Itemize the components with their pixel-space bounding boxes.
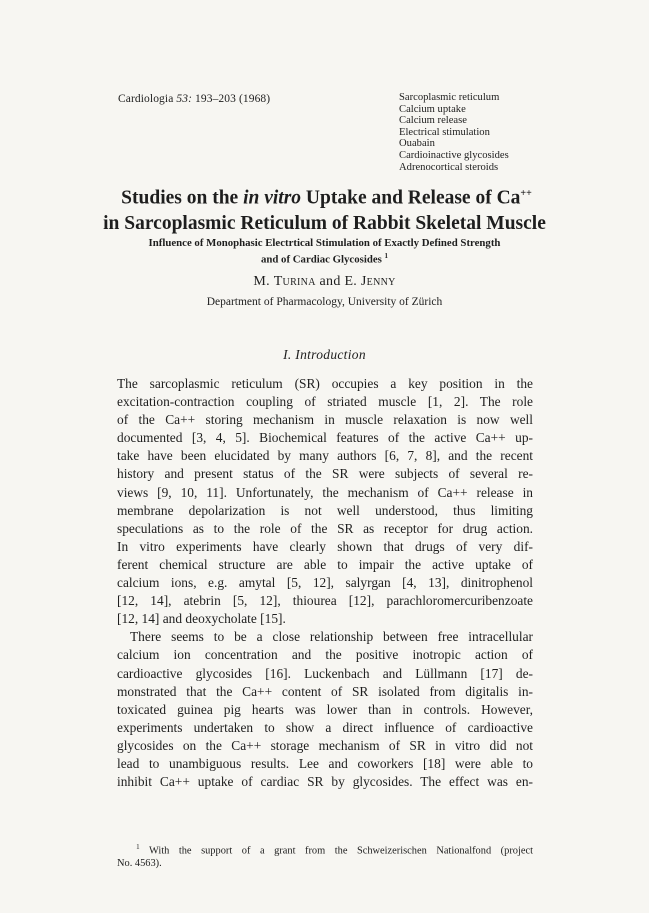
title-italic: in vitro	[243, 187, 302, 209]
footnote-line	[117, 841, 533, 857]
author-conjunction: and E.	[315, 274, 361, 289]
text-line: history and present status of the SR were subjects of several re-	[117, 466, 533, 482]
title-superscript: ++	[520, 188, 532, 199]
paper-title	[0, 181, 649, 236]
keyword-list	[399, 92, 509, 173]
author-initial: M.	[253, 274, 274, 289]
title-line-1	[0, 181, 649, 211]
title-text: Studies on the	[121, 187, 244, 209]
text-line: glycosides on the Ca++ storage mechanism of SR in vitro did not	[117, 737, 533, 753]
text-line: excitation-contraction coupling of striated muscle [1, 2]. The role	[117, 394, 533, 410]
text-line: lead to unambiguous results. Lee and coworkers [18] were able to	[117, 755, 533, 771]
text-line: documented [3, 4, 5]. Biochemical features of the active Ca++ up-	[117, 430, 533, 446]
author-name: Jenny	[360, 274, 396, 289]
text-line: The sarcoplasmic reticulum (SR) occupies a key position in the	[117, 376, 533, 391]
subtitle-text: and of Cardiac Glycosides	[260, 253, 382, 266]
text-line: [12, 14], atebrin [5, 12], thiourea [12], parachloromercuribenzoate	[117, 593, 533, 609]
text-line: [12, 14] and deoxycholate [15].	[117, 611, 286, 627]
text-line: cardioactive glycosides [16]. Luckenbach and Lüllmann [17] de-	[117, 665, 533, 681]
text-line: monstrated that the Ca++ content of SR isolated from digitalis in-	[117, 683, 533, 699]
journal-citation	[118, 93, 270, 105]
keyword-item: Adrenocortical steroids	[399, 161, 499, 173]
author-affiliation: Department of Pharmacology, University of Zürich	[206, 296, 443, 308]
text-line: take have been elucidated by many authors [6, 7, 8], and the recent	[117, 448, 533, 464]
journal-name: Cardiologia	[118, 93, 174, 105]
section-heading: I. Introduction	[283, 347, 366, 362]
text-line: inhibit Ca++ uptake of cardiac SR by glycosides. The effect was en-	[117, 774, 533, 790]
text-line: membrane depolarization is not well understood, thus limiting	[117, 502, 533, 518]
text-line: of the Ca++ storing mechanism in muscle relaxation is now well	[117, 412, 533, 428]
footnote-line: No. 4563).	[117, 858, 162, 870]
text-line: In vitro experiments have clearly shown that drugs of very dif-	[117, 538, 533, 554]
text-line: views [9, 10, 11]. Unfortunately, the mechanism of Ca++ release in	[117, 484, 533, 500]
text-line: speculations as to the role of the SR as receptor for drug action.	[117, 520, 533, 536]
title-text: Uptake and Release of Ca	[301, 187, 521, 209]
footnote-text: With the support of a grant from the Schweizerischen Nationalfond (project	[148, 845, 533, 857]
body-text	[117, 375, 533, 791]
keyword-item: Ouabain	[399, 138, 435, 150]
title-line-2: in Sarcoplasmic Reticulum of Rabbit Skeletal Muscle	[103, 212, 546, 234]
footnote-reference: 1	[384, 252, 389, 260]
text-line: calcium ions, e.g. amytal [5, 12], salyrgan [4, 13], dinitrophenol	[117, 575, 533, 591]
keyword-item: Calcium uptake	[399, 103, 466, 115]
author-line	[0, 274, 649, 290]
footnote	[117, 841, 533, 870]
keyword-item: Calcium release	[399, 115, 467, 127]
keyword-item: Sarcoplasmic reticulum	[399, 92, 500, 103]
text-line: experiments undertaken to show a direct influence of cardioactive	[117, 719, 533, 735]
paper-subtitle	[0, 237, 649, 267]
text-line: toxicated guinea pig hearts was lower than in controls. However,	[117, 701, 533, 717]
journal-pages: 193–203 (1968)	[195, 93, 271, 105]
text-line: calcium ion concentration and the positive inotropic action of	[117, 647, 533, 663]
subtitle-line-1: Influence of Monophasic Electrtical Stimulation of Exactly Defined Strength	[148, 237, 501, 249]
keyword-item: Cardioinactive glycosides	[399, 149, 509, 161]
text-line: ferent chemical structure are able to impair the active uptake of	[117, 556, 533, 572]
subtitle-line-2	[0, 250, 649, 267]
author-name: Turina	[273, 274, 316, 289]
journal-volume: 53:	[176, 93, 193, 105]
footnote-mark: 1	[136, 843, 140, 851]
text-line: There seems to be a close relationship between free intracellular	[130, 629, 533, 645]
keyword-item: Electrical stimulation	[399, 126, 490, 138]
